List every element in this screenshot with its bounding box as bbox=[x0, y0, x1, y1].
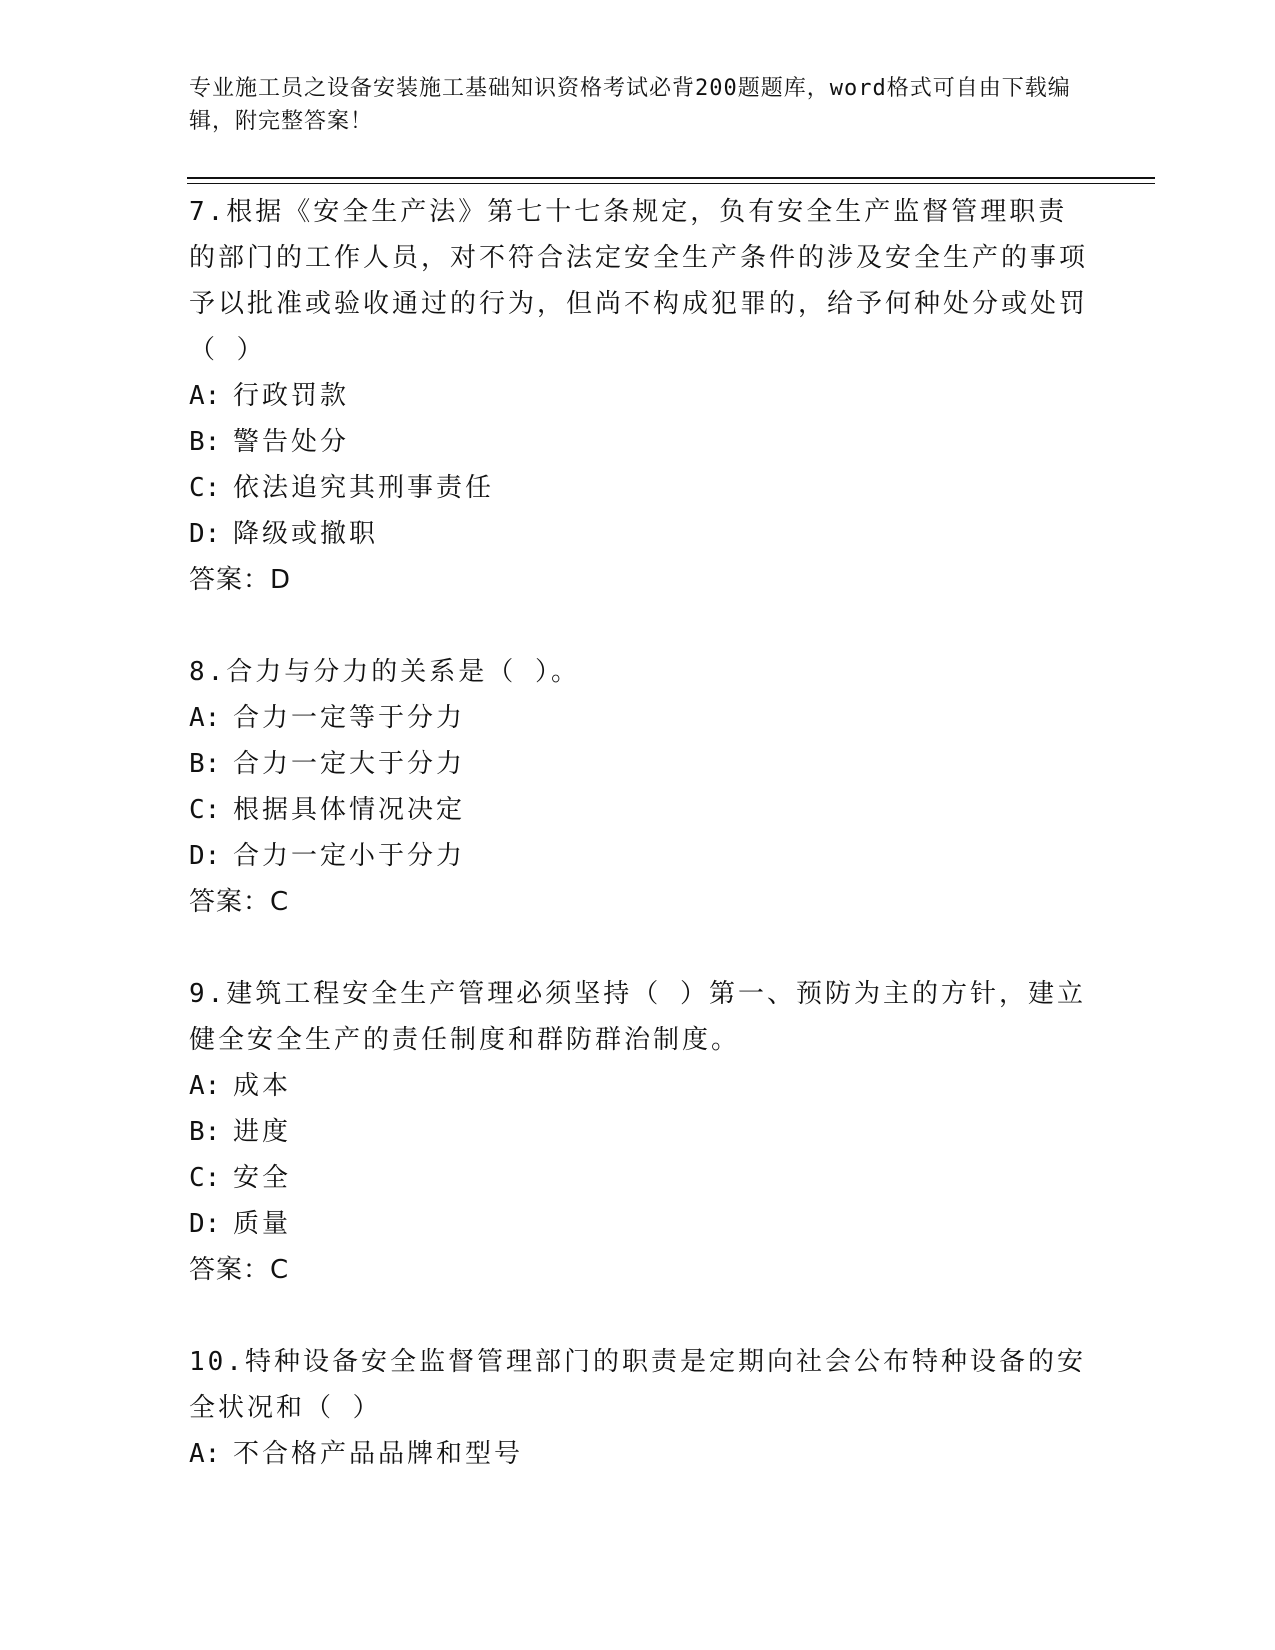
option-text: 警告处分 bbox=[233, 427, 350, 457]
option-text: 进度 bbox=[233, 1117, 292, 1147]
question-8 bbox=[189, 649, 1089, 925]
option-letter: B: bbox=[189, 1117, 221, 1147]
question-list bbox=[189, 189, 1089, 1523]
option-text: 不合格产品品牌和型号 bbox=[233, 1439, 524, 1469]
option-d bbox=[189, 511, 1089, 557]
option-d bbox=[189, 1201, 1089, 1247]
option-b bbox=[189, 741, 1089, 787]
option-a bbox=[189, 1431, 1089, 1477]
option-text: 合力一定小于分力 bbox=[233, 841, 466, 871]
document-header: 专业施工员之设备安装施工基础知识资格考试必背200题题库，word格式可自由下载编辑，附完整答案！ bbox=[189, 76, 1071, 134]
option-d bbox=[189, 833, 1089, 879]
option-text: 安全 bbox=[233, 1163, 292, 1193]
option-letter: D: bbox=[189, 841, 221, 871]
option-letter: A: bbox=[189, 703, 221, 733]
option-text: 依法追究其刑事责任 bbox=[233, 473, 495, 503]
option-text: 根据具体情况决定 bbox=[233, 795, 466, 825]
option-letter: A: bbox=[189, 381, 221, 411]
option-c bbox=[189, 1155, 1089, 1201]
answer-line: 答案：D bbox=[189, 565, 292, 595]
option-letter: D: bbox=[189, 1209, 221, 1239]
answer-line: 答案：C bbox=[189, 1255, 290, 1285]
option-b bbox=[189, 1109, 1089, 1155]
question-text: 7.根据《安全生产法》第七十七条规定，负有安全生产监督管理职责的部门的工作人员，对不符合法定安全生产条件的涉及安全生产的事项予以批准或验收通过的行为，但尚不构成犯罪的，给予何种处分或处罚（ ） bbox=[189, 197, 1089, 365]
option-c bbox=[189, 787, 1089, 833]
answer-line: 答案：C bbox=[189, 887, 290, 917]
question-9 bbox=[189, 971, 1089, 1293]
question-text: 8.合力与分力的关系是（ ）。 bbox=[189, 657, 580, 687]
option-b bbox=[189, 419, 1089, 465]
option-a bbox=[189, 373, 1089, 419]
question-10 bbox=[189, 1339, 1089, 1477]
option-text: 合力一定大于分力 bbox=[233, 749, 466, 779]
option-text: 行政罚款 bbox=[233, 381, 350, 411]
question-7 bbox=[189, 189, 1089, 603]
option-a bbox=[189, 695, 1089, 741]
question-text: 10.特种设备安全监督管理部门的职责是定期向社会公布特种设备的安全状况和（ ） bbox=[189, 1347, 1086, 1423]
option-a bbox=[189, 1063, 1089, 1109]
header-rule-thick bbox=[187, 177, 1155, 179]
header-rule-thin bbox=[187, 183, 1155, 184]
question-text: 9.建筑工程安全生产管理必须坚持（ ）第一、预防为主的方针，建立健全安全生产的责任制度和群防群治制度。 bbox=[189, 979, 1086, 1055]
option-letter: C: bbox=[189, 795, 221, 825]
option-c bbox=[189, 465, 1089, 511]
option-letter: B: bbox=[189, 427, 221, 457]
option-letter: C: bbox=[189, 1163, 221, 1193]
option-text: 质量 bbox=[233, 1209, 292, 1239]
option-text: 成本 bbox=[233, 1071, 292, 1101]
option-letter: A: bbox=[189, 1071, 221, 1101]
option-letter: A: bbox=[189, 1439, 221, 1469]
option-text: 合力一定等于分力 bbox=[233, 703, 466, 733]
option-letter: C: bbox=[189, 473, 221, 503]
option-text: 降级或撤职 bbox=[233, 519, 379, 549]
option-letter: D: bbox=[189, 519, 221, 549]
option-letter: B: bbox=[189, 749, 221, 779]
